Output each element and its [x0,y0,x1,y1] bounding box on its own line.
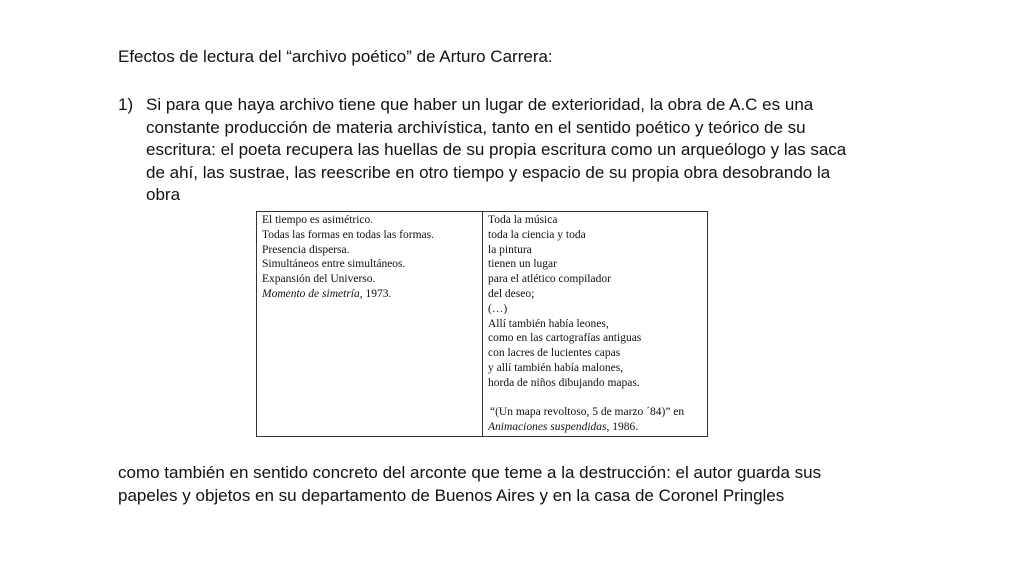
poem-line: Expansión del Universo. [262,273,376,286]
book-title: Momento de simetría [262,287,360,300]
text-line: escritura: el poeta recupera las huellas de su propia escritura como un arqueólogo y las saca [146,140,847,159]
poem-line: Toda la música [488,214,558,226]
list-number: 1) [118,95,134,114]
table-row [257,212,708,437]
poem-source [262,287,477,302]
poem-line: Todas las formas en todas las formas. [262,228,434,241]
text-line: obra [146,185,181,204]
source-date: , 1986. [606,421,639,434]
text-line: Si para que haya archivo tiene que haber un lugar de exterioridad, la obra de A.C es una [146,95,814,114]
source-date: , 1973. [359,287,392,300]
poem-source: “(Un mapa revoltoso, 5 de marzo ´84)” en [490,406,685,419]
book-title: Animaciones suspendidas [488,421,607,434]
quote-table [256,211,708,437]
poem-line: horda de niños dibujando mapas. [488,376,640,389]
poem-line: Simultáneos entre simultáneos. [262,258,406,271]
closing-paragraph [118,462,908,507]
poem-line: como en las cartografías antiguas [488,332,642,345]
poem-source [488,420,702,435]
text-line: de ahí, las sustrae, las reescribe en otro tiempo y espacio de su propia obra desobrando la [146,162,831,182]
poem-line: tienen un lugar [488,258,557,271]
quote-cell-right [483,212,708,437]
poem-line: toda la ciencia y toda [488,228,586,241]
list-item-text [146,94,896,207]
poem-line: y allí también había malones, [488,361,624,374]
poem-line: Presencia dispersa. [262,243,350,256]
text-line: constante producción de materia archivística, tanto en el sentido poético y teórico de su [146,117,806,137]
quote-cell-left [257,212,483,437]
slide-title: Efectos de lectura del “archivo poético” de Arturo Carrera: [118,47,553,66]
poem-line: con lacres de lucientes capas [488,347,621,360]
text-line: papeles y objetos en su departamento de Buenos Aires y en la casa de Coronel Pringles [118,485,785,505]
poem-line: la pintura [488,243,532,256]
poem-line: (…) [488,302,508,315]
poem-line: El tiempo es asimétrico. [262,214,374,226]
poem-line: del deseo; [488,287,535,300]
poem-line: para el atlético compilador [488,273,611,286]
poem-line: Allí también había leones, [488,317,609,330]
blank-line [488,391,702,406]
text-line: como también en sentido concreto del arconte que teme a la destrucción: el autor guarda sus [118,463,822,482]
